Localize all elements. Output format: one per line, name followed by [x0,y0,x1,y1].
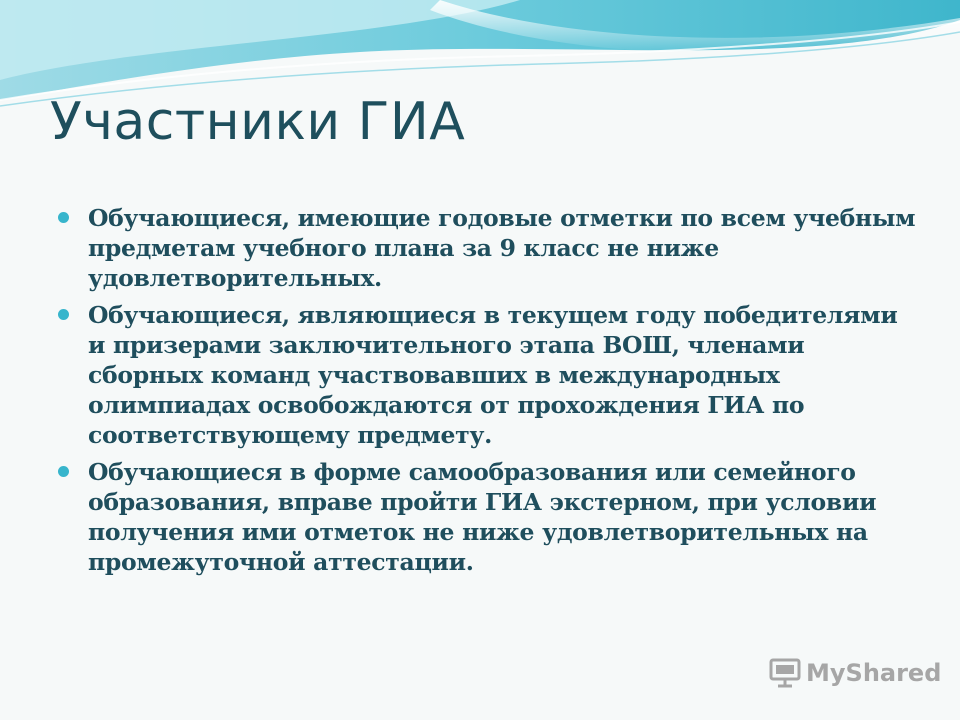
bullet-dot-icon [58,466,69,477]
presentation-screen-icon [768,656,802,690]
bullet-text: Обучающиеся, имеющие годовые отметки по всем учебным предметам учебного плана за 9 класс не ниже удовлетворительных. [88,204,916,292]
list-item [58,300,918,450]
slide-title: Участники ГИА [50,92,466,152]
list-item [58,203,918,293]
myshared-watermark [768,656,941,690]
bullet-text: Обучающиеся в форме самообразования или семейного образования, вправе пройти ГИА экстерном, при условии получения ими отметок не ниже удовлетворительных на промежуточной аттестации. [88,458,877,576]
watermark-text: MyShared [806,659,942,687]
bullet-dot-icon [58,212,69,223]
bullet-text: Обучающиеся, являющиеся в текущем году победителями и призерами заключительного этапа ВОШ, членами сборных команд участвовавших в международных олимпиадах освобождаются от прохождения ГИА по соответствующему предмету. [88,301,898,449]
bullet-list [58,203,918,584]
bullet-dot-icon [58,309,69,320]
list-item [58,457,918,577]
